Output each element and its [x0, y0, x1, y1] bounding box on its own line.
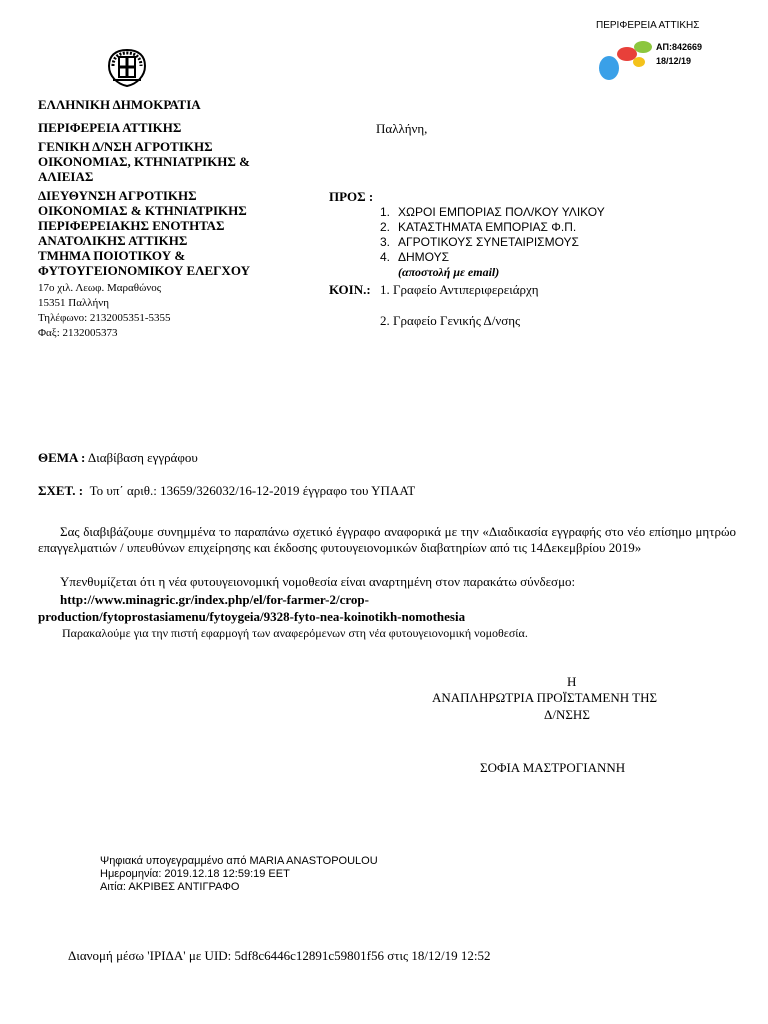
- signature-article: Η: [567, 674, 577, 689]
- cc-item: 1. Γραφείο Αντιπεριφερειάρχη: [380, 282, 539, 297]
- republic-title: ΕΛΛΗΝΙΚΗ ΔΗΜΟΚΡΑΤΙΑ: [38, 97, 201, 112]
- address-line: 15351 Παλλήνη: [38, 297, 110, 309]
- region-title: ΠΕΡΙΦΕΡΕΙΑ ΑΤΤΙΚΗΣ: [38, 120, 182, 135]
- recipient-number: 4.: [380, 250, 391, 264]
- subject-text: Διαβίβαση εγγράφου: [87, 450, 198, 465]
- recipient-text: ΚΑΤΑΣΤΗΜΑΤΑ ΕΜΠΟΡΙΑΣ Φ.Π.: [398, 220, 577, 234]
- stamp-date: 18/12/19: [656, 56, 692, 66]
- directorate-line: ΑΝΑΤΟΛΙΚΗΣ ΑΤΤΙΚΗΣ: [38, 233, 188, 248]
- logo-petal-red: [617, 47, 637, 61]
- signatory-name: ΣΟΦΙΑ ΜΑΣΤΡΟΓΙΑΝΝΗ: [480, 760, 626, 775]
- stamp-protocol: ΑΠ:842669: [656, 42, 703, 52]
- recipient-number: 3.: [380, 235, 391, 249]
- address-line: 17ο χιλ. Λεωφ. Μαραθώνος: [38, 282, 162, 294]
- cc-item: 2. Γραφείο Γενικής Δ/νσης: [380, 313, 521, 328]
- recipient-item: [380, 220, 576, 234]
- address-line: Φαξ: 2132005373: [38, 327, 118, 339]
- general-dept-line: ΑΛΙΕΙΑΣ: [38, 169, 94, 184]
- signature-title: ΑΝΑΠΛΗΡΩΤΡΙΑ ΠΡΟΪΣΤΑΜΕΝΗ ΤΗΣ: [432, 690, 658, 705]
- logo-petal-green: [634, 41, 652, 53]
- subject-label: ΘΕΜΑ :: [38, 450, 86, 465]
- recipient-item: [380, 250, 449, 264]
- recipient-text: ΔΗΜΟΥΣ: [398, 250, 450, 264]
- recipients-note: (αποστολή με email): [398, 265, 500, 279]
- directorate-line: ΦΥΤΟΥΓΕΙΟΝΟΜΙΚΟΥ ΕΛΕΓΧΟΥ: [38, 263, 250, 278]
- reference-line: [38, 483, 415, 499]
- directorate-line: ΔΙΕΥΘΥΝΣΗ ΑΓΡΟΤΙΚΗΣ: [38, 188, 197, 203]
- region-logo: [596, 36, 656, 84]
- recipients-label: ΠΡΟΣ :: [329, 189, 374, 204]
- reference-label: ΣΧΕΤ. :: [38, 483, 84, 498]
- digital-signature-reason: Αιτία: ΑΚΡΙΒΕΣ ΑΝΤΙΓΡΑΦΟ: [100, 881, 240, 893]
- recipient-item: [380, 205, 605, 219]
- distribution-footer: Διανομή μέσω 'ΙΡΙΔΑ' με UID: 5df8c6446c12891c59801f56 στις 18/12/19 12:52: [68, 948, 491, 963]
- digital-signature-signer: Ψηφιακά υπογεγραμμένο από MARIA ANASTOPOULOU: [100, 855, 378, 867]
- greek-emblem-icon: [105, 44, 149, 90]
- directorate-line: ΟΙΚΟΝΟΜΙΑΣ & ΚΤΗΝΙΑΤΡΙΚΗΣ: [38, 203, 247, 218]
- digital-signature-date: Ημερομηνία: 2019.12.18 12:59:19 EET: [100, 868, 290, 880]
- address-line: Τηλέφωνο: 2132005351-5355: [38, 312, 171, 324]
- legislation-link[interactable]: production/fytoprostasiamenu/fytoygeia/9328-fyto-nea-koinotikh-nomothesia: [38, 609, 466, 624]
- directorate-line: ΠΕΡΙΦΕΡΕΙΑΚΗΣ ΕΝΟΤΗΤΑΣ: [38, 218, 225, 233]
- legislation-link[interactable]: http://www.minagric.gr/index.php/el/for-farmer-2/crop-: [60, 592, 369, 607]
- signature-title: Δ/ΝΣΗΣ: [544, 707, 590, 722]
- general-dept-line: ΟΙΚΟΝΟΜΙΑΣ, ΚΤΗΝΙΑΤΡΙΚΗΣ &: [38, 154, 250, 169]
- body-paragraph: Υπενθυμίζεται ότι η νέα φυτουγειονομική νομοθεσία είναι αναρτημένη στον παρακάτω σύνδεσμο:: [60, 574, 576, 589]
- body-paragraph: Σας διαβιβάζουμε συνημμένα το παραπάνω σχετικό έγγραφο αναφορικά με την «Διαδικασία εγγραφής στο νέο επίσημο μητρώο επαγγελματιών / υπευθύνων επιχείρησης και έκδοσης φυτουγειονομικών διαβατηρίων από τις 14Δεκεμβρίου 2019»: [38, 524, 736, 555]
- recipient-number: 1.: [380, 205, 391, 219]
- general-dept-line: ΓΕΝΙΚΗ Δ/ΝΣΗ ΑΓΡΟΤΙΚΗΣ: [38, 139, 213, 154]
- recipient-item: [380, 235, 579, 249]
- reference-text: Το υπ΄ αριθ.: 13659/326032/16-12-2019 έγγραφο του ΥΠΑΑΤ: [89, 483, 416, 498]
- cc-label: ΚΟΙΝ.:: [329, 282, 371, 297]
- recipient-number: 2.: [380, 220, 391, 234]
- directorate-line: ΤΜΗΜΑ ΠΟΙΟΤΙΚΟΥ &: [38, 248, 186, 263]
- logo-petal-yellow: [633, 57, 645, 67]
- recipient-text: ΧΩΡΟΙ ΕΜΠΟΡΙΑΣ ΠΟΛ/ΚΟΥ ΥΛΙΚΟΥ: [398, 205, 605, 219]
- recipient-text: ΑΓΡΟΤΙΚΟΥΣ ΣΥΝΕΤΑΙΡΙΣΜΟΥΣ: [398, 235, 579, 249]
- stamp-organization: ΠΕΡΙΦΕΡΕΙΑ ΑΤΤΙΚΗΣ: [596, 20, 700, 31]
- body-paragraph: Παρακαλούμε για την πιστή εφαρμογή των αναφερόμενων στη νέα φυτουγειονομική νομοθεσία.: [62, 626, 528, 640]
- place-date: Παλλήνη,: [376, 121, 428, 136]
- logo-drop-blue: [599, 56, 619, 80]
- subject-line: [38, 450, 198, 466]
